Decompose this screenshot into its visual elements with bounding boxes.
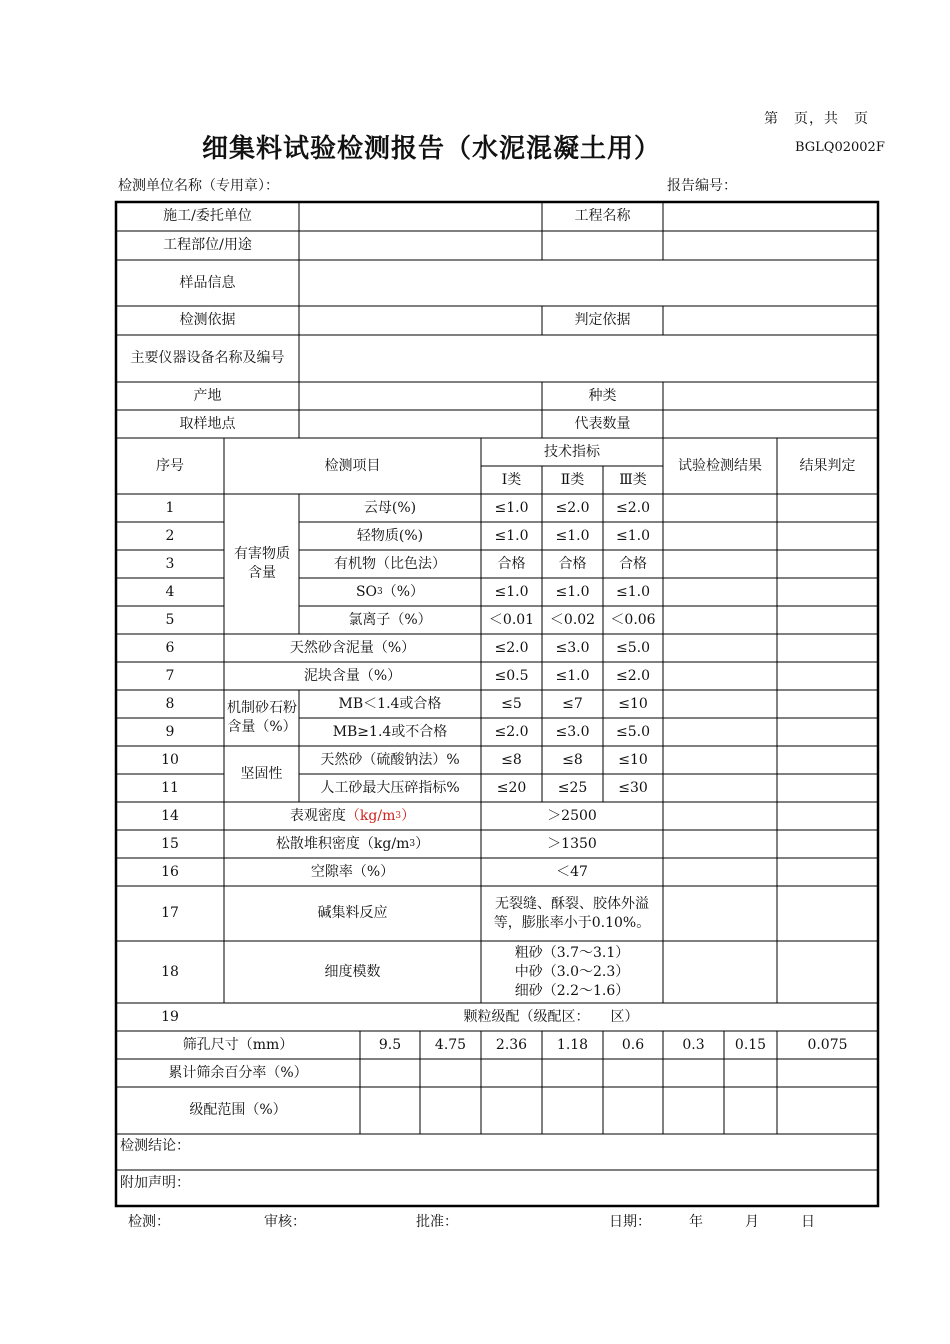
row-item: 云母(%) <box>363 499 417 516</box>
row-no: 15 <box>161 835 179 852</box>
row-spec: 无裂缝、酥裂、胶体外溢等，膨胀率小于0.10%。 <box>493 895 651 931</box>
row-class-1: 合格 <box>497 555 526 572</box>
sieve-size: 0.3 <box>682 1036 705 1053</box>
row-item: 氯离子（%） <box>348 611 432 628</box>
item-header: 检测项目 <box>324 457 381 474</box>
row-item: 天然砂含泥量（%） <box>289 639 416 656</box>
row-class-2: ≤3.0 <box>555 639 590 656</box>
fine-sand-spec: 细砂（2.2～1.6） <box>514 982 630 999</box>
row-class-3: ≤1.0 <box>616 583 650 600</box>
judgement-header: 结果判定 <box>799 457 856 474</box>
page-number: 第 页，共 页 <box>764 111 869 127</box>
harmful-group-label: 有害物质含量 <box>234 546 290 581</box>
row-class-2: ≤1.0 <box>555 667 590 684</box>
row-item: 天然砂（硫酸钠法）% <box>320 751 460 768</box>
row-item-so3 <box>299 578 481 606</box>
project-name-label: 工程名称 <box>574 208 631 224</box>
row-class-1: ≤8 <box>501 751 522 768</box>
sampling-site-label: 取样地点 <box>179 415 236 432</box>
origin-label: 产地 <box>193 387 222 404</box>
row-class-2: ≤1.0 <box>555 527 590 544</box>
row-class-1: ≤20 <box>496 779 527 796</box>
sieve-size: 0.075 <box>807 1036 848 1053</box>
row-class-3: 合格 <box>619 555 647 572</box>
row-item: 细度模数 <box>324 963 381 980</box>
statement-label: 附加声明： <box>120 1174 190 1191</box>
row-no: 10 <box>161 751 179 768</box>
form-code: BGLQ02002F <box>795 140 885 155</box>
row-class-3: ≤30 <box>618 779 648 796</box>
row-item-superscript: 3 <box>395 810 402 821</box>
judge-basis-label: 判定依据 <box>574 312 631 328</box>
row-item: 松散堆积密度（kg/m <box>275 835 410 852</box>
row-class-2: 合格 <box>558 555 587 572</box>
row-no: 18 <box>161 963 179 980</box>
row-class-1: ≤1.0 <box>494 583 529 600</box>
row-class-1: ＜0.01 <box>488 611 535 628</box>
row-no: 9 <box>165 723 175 740</box>
row-item: MB＜1.4或合格 <box>338 695 442 712</box>
cumulative-retained-label: 累计筛余百分率（%） <box>168 1064 308 1081</box>
year-label: 年 <box>689 1214 703 1230</box>
row-class-2: ≤25 <box>557 779 588 796</box>
soundness-group-label: 坚固性 <box>240 765 283 782</box>
row-class-2: ≤7 <box>562 695 583 712</box>
report-number-label: 报告编号： <box>667 178 737 194</box>
row-no: 8 <box>165 695 175 712</box>
row-class-3: ≤2.0 <box>616 499 650 516</box>
tech-index-header: 技术指标 <box>544 443 600 460</box>
bulk-density-item <box>224 830 481 858</box>
row-class-1: ≤1.0 <box>494 527 529 544</box>
conclusion-label: 检测结论： <box>120 1137 190 1154</box>
row-item: 人工砂最大压碎指标% <box>320 779 460 796</box>
reviewer-label: 审核： <box>264 1214 306 1230</box>
sieve-size-label: 筛孔尺寸（mm） <box>182 1036 294 1053</box>
result-header: 试验检测结果 <box>678 457 762 474</box>
fineness-specs <box>481 941 663 1003</box>
row-class-3: ＜0.06 <box>610 611 656 628</box>
sieve-size: 4.75 <box>434 1036 467 1053</box>
class-3-header: Ⅲ类 <box>619 471 647 488</box>
type-label: 种类 <box>588 387 617 404</box>
row-no: 5 <box>165 611 175 628</box>
row-no: 19 <box>161 1008 179 1025</box>
row-spec: ＞1350 <box>547 835 597 852</box>
row-item-unit-close: ） <box>415 835 430 852</box>
row-class-3: ≤1.0 <box>616 527 650 544</box>
row-class-1: ≤2.0 <box>494 723 529 740</box>
grading-range-label: 级配范围（%） <box>189 1102 287 1118</box>
coarse-sand-spec: 粗砂（3.7～3.1） <box>514 944 630 961</box>
sieve-size: 0.6 <box>621 1036 645 1053</box>
row-no: 11 <box>161 779 179 796</box>
row-class-1: ≤0.5 <box>494 667 529 684</box>
testing-unit-label: 检测单位名称（专用章）： <box>118 178 279 194</box>
sieve-size: 2.36 <box>495 1036 528 1053</box>
row-no: 2 <box>165 527 175 544</box>
row-item: 表观密度 <box>289 807 346 824</box>
row-class-2: ≤1.0 <box>555 583 590 600</box>
location-use-label: 工程部位/用途 <box>163 237 252 253</box>
approver-label: 批准： <box>416 1214 458 1230</box>
row-item: SO <box>355 583 378 600</box>
row-spec: ＞2500 <box>547 807 597 824</box>
row-item-unit: （%） <box>382 583 425 600</box>
row-no: 16 <box>161 863 179 880</box>
sieve-size: 0.15 <box>734 1036 767 1053</box>
sieve-size: 9.5 <box>378 1036 402 1053</box>
row-item-superscript: 3 <box>409 838 416 849</box>
row-class-3: ≤10 <box>618 695 648 712</box>
row-class-1: ≤2.0 <box>494 639 529 656</box>
row-class-2: ≤8 <box>562 751 583 768</box>
row-item-subscript: 3 <box>377 586 383 597</box>
row-class-2: ≤3.0 <box>555 723 590 740</box>
row-class-3: ≤2.0 <box>616 667 650 684</box>
row-item-unit: （kg/m <box>345 807 396 824</box>
grading-title: 颗粒级配（级配区： 区） <box>463 1008 639 1025</box>
row-class-1: ≤1.0 <box>494 499 529 516</box>
class-1-header: Ⅰ类 <box>501 471 522 488</box>
row-class-3: ≤5.0 <box>616 639 650 656</box>
row-item: 空隙率（%） <box>310 863 395 880</box>
row-no: 3 <box>165 555 175 572</box>
row-item: 有机物（比色法） <box>334 555 446 572</box>
day-label: 日 <box>801 1214 815 1230</box>
row-class-2: ＜0.02 <box>549 611 596 628</box>
client-label: 施工/委托单位 <box>163 208 252 224</box>
row-no: 4 <box>165 583 175 600</box>
row-class-1: ≤5 <box>501 695 522 712</box>
row-item: MB≥1.4或不合格 <box>332 723 448 740</box>
row-class-2: ≤2.0 <box>555 499 590 516</box>
sieve-size: 1.18 <box>556 1036 589 1053</box>
sample-info-label: 样品信息 <box>179 274 236 291</box>
row-no: 17 <box>161 905 179 921</box>
equipment-label: 主要仪器设备名称及编号 <box>130 350 285 366</box>
row-class-3: ≤10 <box>618 751 648 768</box>
date-label: 日期： <box>609 1214 651 1230</box>
stone-powder-group-label: 机制砂石粉含量（%） <box>227 700 297 735</box>
row-item: 轻物质(%) <box>356 527 424 544</box>
tester-label: 检测： <box>128 1214 170 1230</box>
row-no: 1 <box>165 499 175 516</box>
month-label: 月 <box>745 1214 759 1230</box>
seq-header: 序号 <box>156 457 184 474</box>
row-item: 碱集料反应 <box>317 905 388 921</box>
row-item-unit-close: ） <box>401 807 416 824</box>
test-basis-label: 检测依据 <box>179 312 236 328</box>
row-item: 泥块含量（%） <box>303 667 402 684</box>
row-spec: ＜47 <box>556 863 588 880</box>
quantity-label: 代表数量 <box>574 415 631 432</box>
row-no: 6 <box>165 639 175 656</box>
row-no: 7 <box>165 667 175 684</box>
report-title: 细集料试验检测报告（水泥混凝土用） <box>202 134 662 164</box>
row-no: 14 <box>161 807 179 824</box>
medium-sand-spec: 中砂（3.0～2.3） <box>514 963 630 980</box>
row-class-3: ≤5.0 <box>616 723 650 740</box>
class-2-header: Ⅱ类 <box>560 471 585 488</box>
apparent-density-item <box>224 802 481 830</box>
